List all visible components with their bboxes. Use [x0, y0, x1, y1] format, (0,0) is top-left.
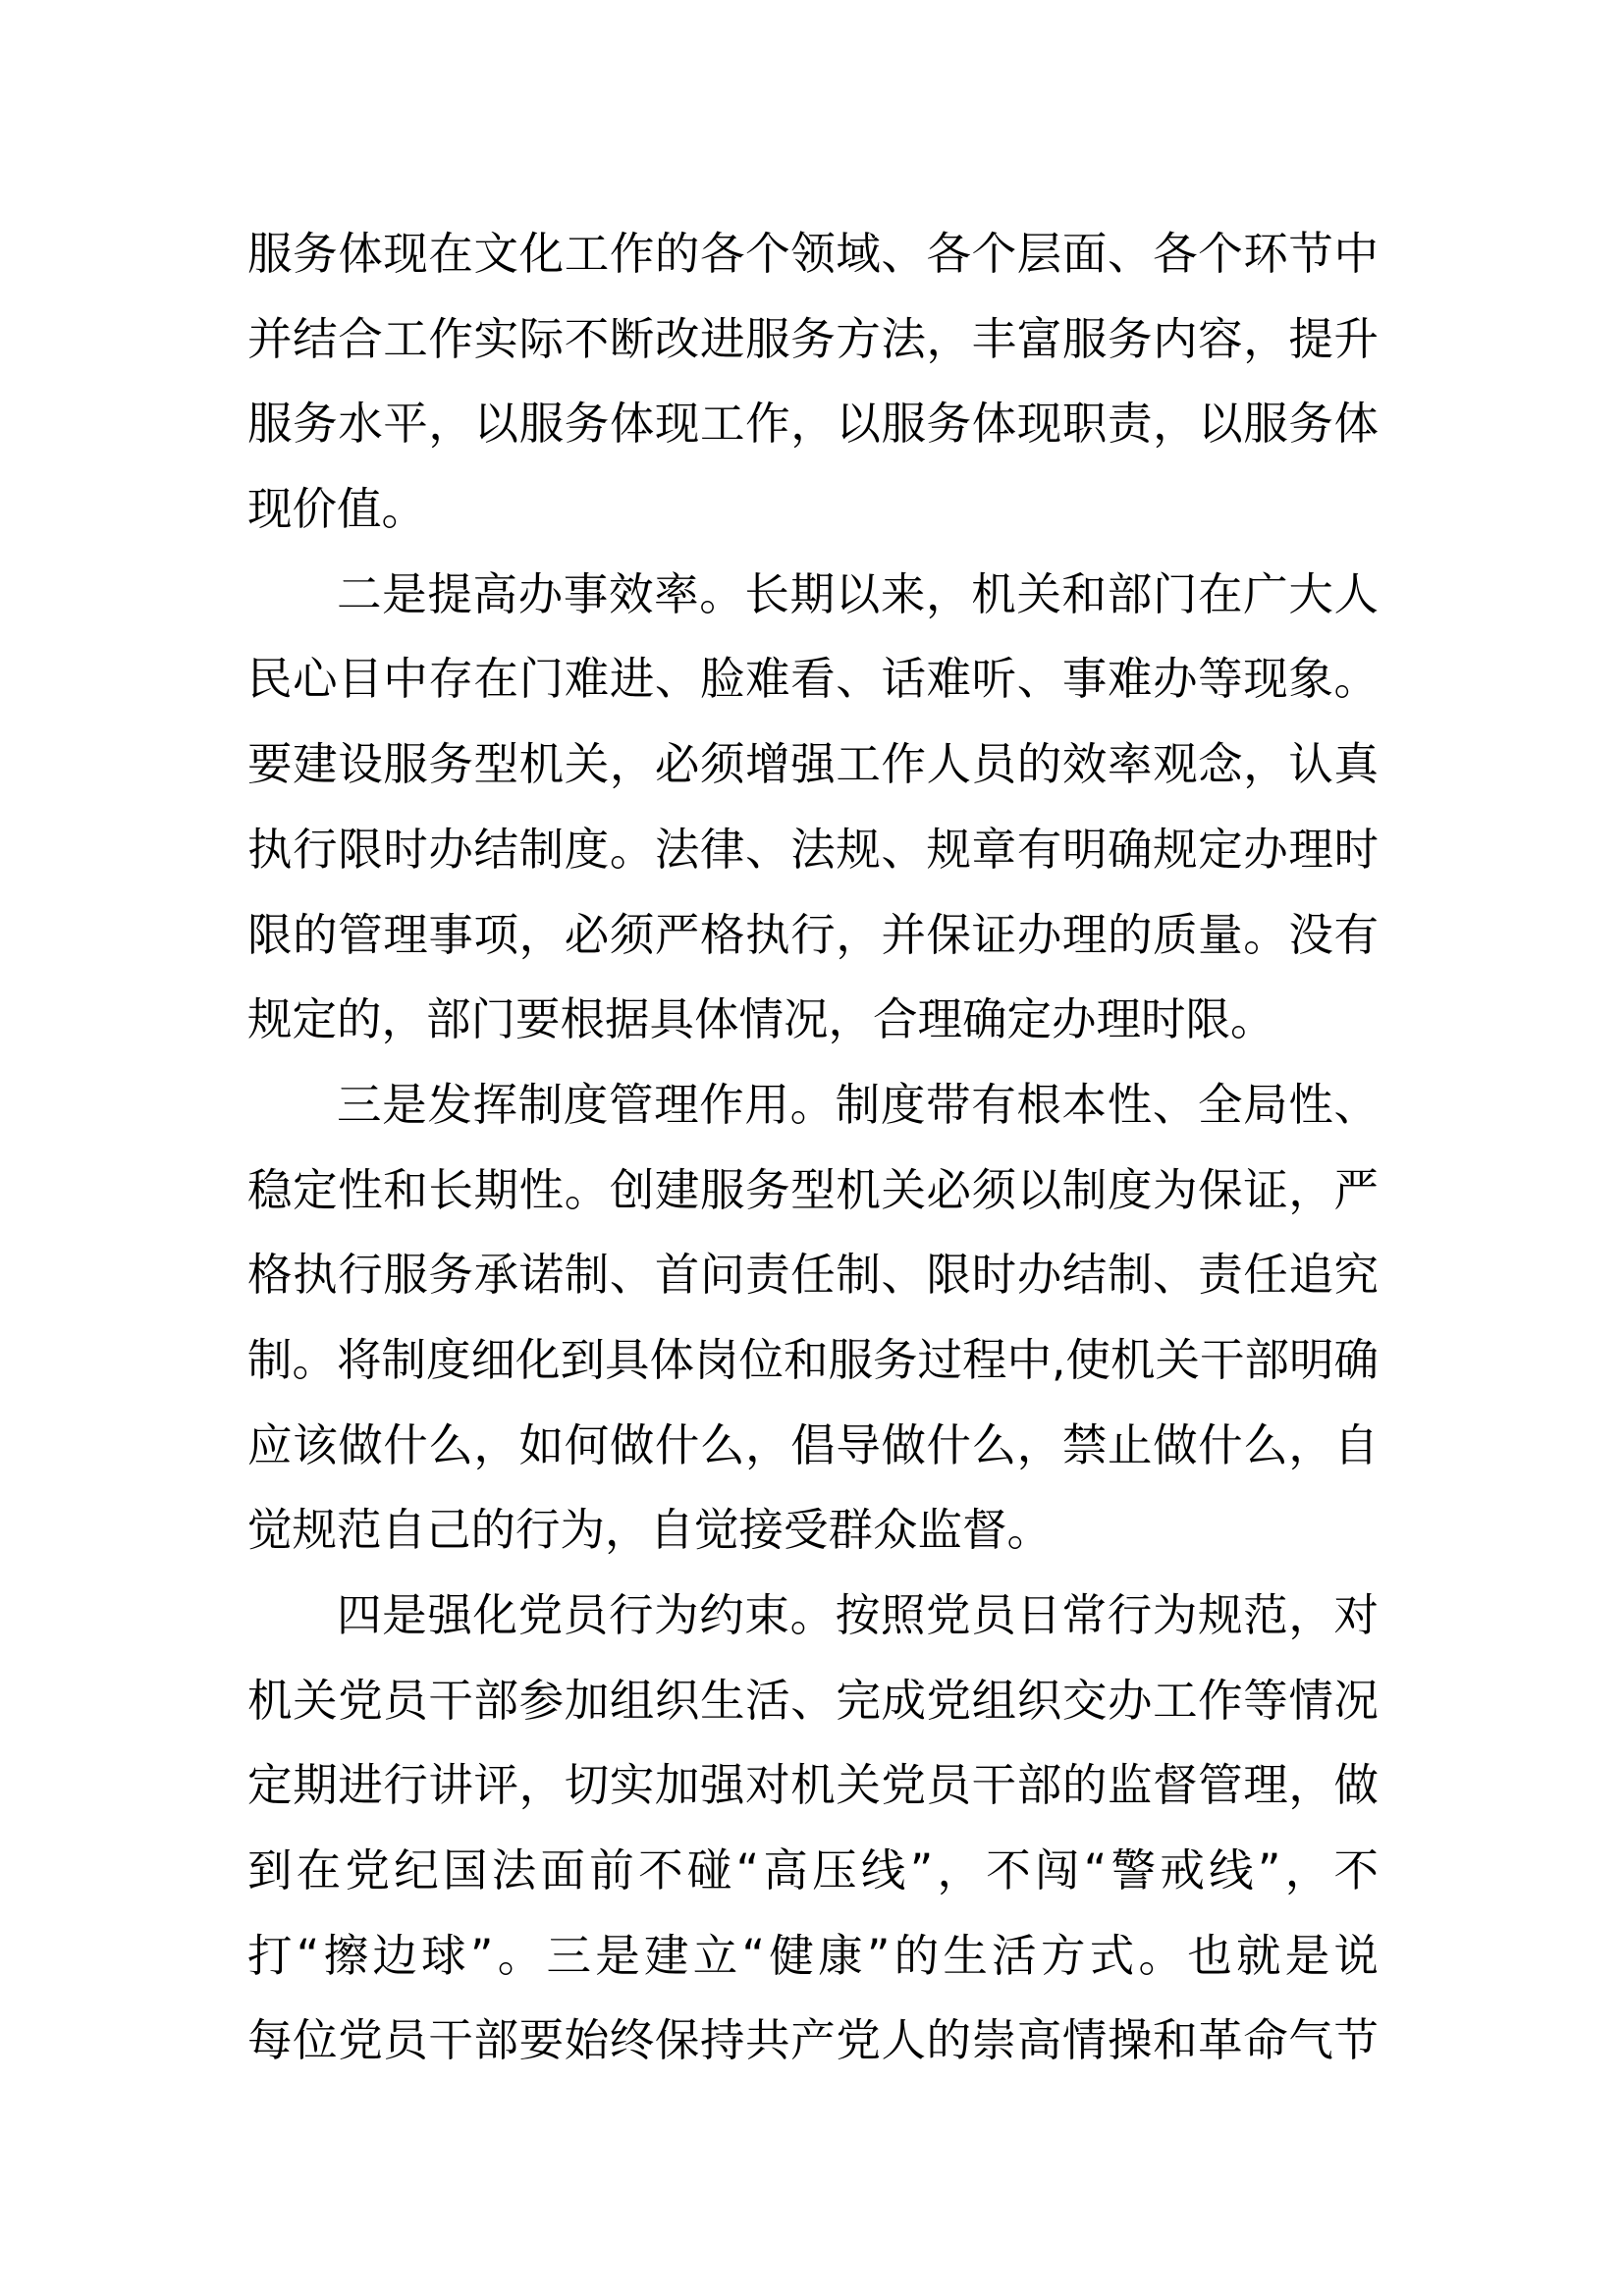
text-line: 三是发挥制度管理作用。制度带有根本性、全局性、	[337, 1078, 1379, 1131]
text-line: 到在党纪国法面前不碰“高压线”，不闯“警戒线”，不	[247, 1844, 1379, 1897]
text-line: 觉规范自己的行为，自觉接受群众监督。	[247, 1504, 1053, 1557]
text-line: 应该做什么，如何做什么，倡导做什么，禁止做什么，自	[247, 1418, 1379, 1471]
text-line: 打“擦边球”。三是建立“健康”的生活方式。也就是说	[247, 1929, 1379, 1982]
paragraph-service-value	[247, 212, 1379, 553]
text-line: 现价值。	[247, 483, 427, 536]
body-text	[247, 212, 1379, 2084]
text-line: 要建设服务型机关，必须增强工作人员的效率观念，认真	[247, 738, 1379, 791]
text-line: 服务水平，以服务体现工作，以服务体现职责，以服务体	[247, 398, 1379, 451]
text-line: 四是强化党员行为约束。按照党员日常行为规范，对	[337, 1589, 1379, 1641]
text-line: 限的管理事项，必须严格执行，并保证办理的质量。没有	[247, 908, 1379, 961]
text-line: 规定的，部门要根据具体情况，合理确定办理时限。	[247, 993, 1275, 1046]
text-line: 格执行服务承诺制、首问责任制、限时办结制、责任追究	[247, 1249, 1379, 1302]
text-line: 执行限时办结制度。法律、法规、规章有明确规定办理时	[247, 823, 1379, 876]
paragraph-party-conduct	[247, 1574, 1379, 2084]
text-line: 二是提高办事效率。长期以来，机关和部门在广大人	[337, 567, 1379, 620]
paragraph-efficiency	[247, 553, 1379, 1063]
text-line: 制。将制度细化到具体岗位和服务过程中,使机关干部明确	[247, 1333, 1379, 1386]
text-line: 机关党员干部参加组织生活、完成党组织交办工作等情况	[247, 1674, 1379, 1727]
text-line: 定期进行讲评，切实加强对机关党员干部的监督管理，做	[247, 1759, 1379, 1812]
paragraph-institutions	[247, 1063, 1379, 1574]
text-line: 每位党员干部要始终保持共产党人的崇高情操和革命气节	[247, 2014, 1379, 2067]
text-line: 并结合工作实际不断改进服务方法，丰富服务内容，提升	[247, 312, 1379, 365]
text-line: 民心目中存在门难进、脸难看、话难听、事难办等现象。	[247, 653, 1379, 706]
text-line: 服务体现在文化工作的各个领域、各个层面、各个环节中	[247, 228, 1379, 280]
text-line: 稳定性和长期性。创建服务型机关必须以制度为保证，严	[247, 1163, 1379, 1216]
